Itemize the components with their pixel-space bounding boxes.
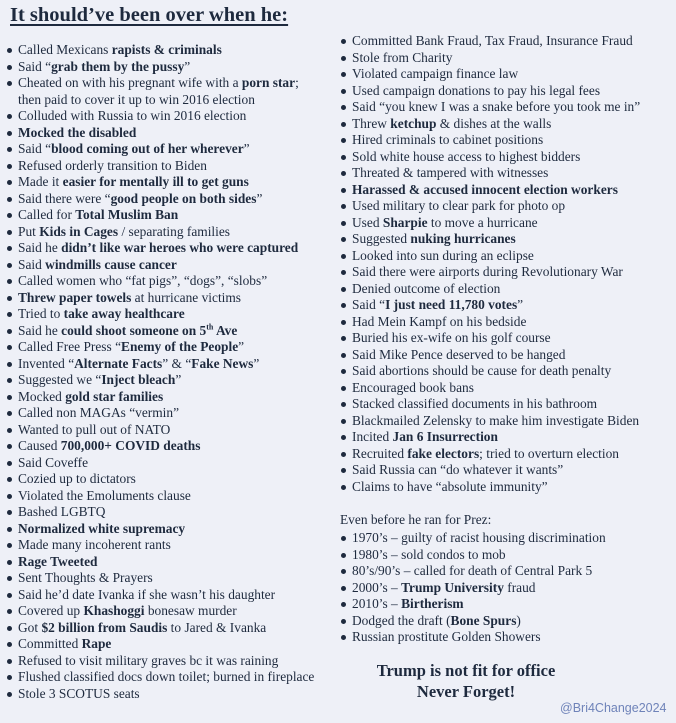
list-item-text: ” bbox=[243, 141, 250, 156]
list-item bbox=[6, 339, 342, 356]
list-item-text: Put bbox=[18, 223, 40, 239]
list-item bbox=[6, 455, 342, 472]
list-item-text: take away healthcare bbox=[63, 306, 185, 321]
list-item-text: Suggested bbox=[352, 231, 411, 246]
list-item bbox=[340, 198, 670, 215]
list-item-text: Encouraged book bans bbox=[352, 379, 474, 395]
list-item-text: ” bbox=[256, 190, 263, 206]
list-item bbox=[340, 83, 670, 100]
list-item-text: Looked into sun during an eclipse bbox=[352, 247, 534, 263]
list-item-text: Said “ bbox=[18, 58, 52, 74]
list-item-text: Jan 6 Insurrection bbox=[392, 429, 498, 444]
list-item bbox=[6, 653, 342, 670]
list-item bbox=[6, 504, 342, 521]
list-item-text: didn’t like war heroes who were captured bbox=[61, 240, 299, 255]
list-item-text: ” bbox=[517, 297, 524, 312]
list-item-text: th bbox=[206, 322, 214, 332]
list-item-text: / separating families bbox=[118, 223, 231, 239]
list-item bbox=[340, 396, 670, 413]
list-item-text: Denied outcome of election bbox=[352, 280, 501, 296]
list-item-text: could shoot someone on 5 bbox=[61, 322, 207, 338]
list-item bbox=[6, 405, 342, 422]
list-item bbox=[340, 33, 670, 50]
list-item-text: Caused bbox=[18, 438, 61, 453]
list-item bbox=[6, 554, 342, 571]
list-item-text: to move a hurricane bbox=[427, 214, 538, 230]
list-item bbox=[6, 42, 342, 59]
list-item bbox=[6, 438, 342, 455]
list-item-continuation bbox=[6, 92, 342, 109]
list-item-text: Alternate Facts bbox=[74, 355, 163, 371]
list-item-text: porn star bbox=[241, 75, 296, 90]
list-item-text: Cozied up to dictators bbox=[18, 471, 136, 486]
list-item bbox=[6, 290, 342, 307]
list-item bbox=[6, 323, 342, 340]
list-item-text: at hurricane victims bbox=[131, 289, 242, 305]
list-item bbox=[340, 429, 670, 446]
list-item-text: Violated campaign finance law bbox=[352, 66, 519, 81]
list-item bbox=[340, 314, 670, 331]
list-item bbox=[340, 297, 670, 314]
list-item-text: Violated the Emoluments clause bbox=[18, 487, 191, 503]
list-item-text: Recruited bbox=[352, 445, 408, 461]
list-item-text: Stole from Charity bbox=[352, 49, 453, 65]
list-item-text: Said bbox=[18, 256, 46, 272]
list-item-text: bonesaw murder bbox=[144, 603, 237, 618]
list-item-text: & dishes at the walls bbox=[436, 115, 552, 131]
list-item-text: Birtherism bbox=[401, 596, 464, 611]
list-item bbox=[340, 462, 670, 479]
list-item-text: Wanted to pull out of NATO bbox=[18, 421, 171, 437]
before-prez-list bbox=[340, 530, 670, 646]
list-item-text: Khashoggi bbox=[83, 603, 145, 618]
list-item bbox=[6, 191, 342, 208]
list-item bbox=[6, 488, 342, 505]
right-column-list bbox=[340, 33, 670, 495]
list-item bbox=[340, 446, 670, 463]
list-item-text: Refused orderly transition to Biden bbox=[18, 157, 207, 173]
list-item-text: Said there were airports during Revolutionary War bbox=[352, 264, 623, 279]
list-item bbox=[340, 215, 670, 232]
list-item-text: Called Free Press “ bbox=[18, 339, 122, 354]
list-item-text: gold star families bbox=[65, 388, 164, 404]
list-item-text: Said Russia can “do whatever it wants” bbox=[352, 462, 564, 477]
list-item bbox=[6, 174, 342, 191]
list-item bbox=[6, 257, 342, 274]
list-item bbox=[340, 149, 670, 166]
list-item bbox=[6, 686, 342, 703]
list-item-text: Said abortions should be cause for death penalty bbox=[352, 363, 612, 378]
list-item-text: nuking hurricanes bbox=[410, 231, 516, 246]
list-item-text: Stole 3 SCOTUS seats bbox=[18, 685, 140, 701]
list-item-text: Suggested we “ bbox=[18, 372, 102, 387]
list-item bbox=[340, 116, 670, 133]
list-item-text: Fake News bbox=[191, 355, 254, 371]
list-item-text: $2 billion from Saudis bbox=[41, 619, 168, 635]
list-item bbox=[340, 613, 670, 630]
list-item-text: 700,000+ COVID deaths bbox=[60, 438, 201, 453]
list-item bbox=[340, 50, 670, 67]
list-item-text: Stacked classified documents in his bathroom bbox=[352, 396, 598, 411]
list-item-text: Cheated on with his pregnant wife with a bbox=[18, 75, 242, 90]
list-item-text: fraud bbox=[503, 579, 536, 595]
list-item-text: Harassed & accused innocent election workers bbox=[352, 181, 618, 197]
list-item-text: blood coming out of her wherever bbox=[51, 141, 244, 156]
list-item-text: 80’s/90’s – called for death of Central Park 5 bbox=[352, 563, 593, 578]
list-item-text: Said he bbox=[18, 322, 62, 338]
list-item-text: fake electors bbox=[407, 445, 480, 461]
list-item-text: Claims to have “absolute immunity” bbox=[352, 478, 548, 494]
list-item-text: Hired criminals to cabinet positions bbox=[352, 132, 544, 147]
list-item bbox=[340, 264, 670, 281]
list-item bbox=[6, 158, 342, 175]
list-item-text: 2010’s – bbox=[352, 596, 402, 611]
list-item-text: Got bbox=[18, 619, 42, 635]
list-item-text: Blackmailed Zelensky to make him investigate Biden bbox=[352, 412, 640, 428]
list-item-text: Called women who “fat pigs”, “dogs”, “slobs” bbox=[18, 273, 268, 288]
list-item-text: Said “ bbox=[18, 141, 52, 156]
list-item-text: Sent Thoughts & Prayers bbox=[18, 570, 153, 585]
list-item bbox=[340, 165, 670, 182]
left-column-list bbox=[6, 42, 342, 702]
list-item bbox=[6, 521, 342, 538]
list-item-text: Russian prostitute Golden Showers bbox=[352, 629, 541, 644]
list-item-text: ) bbox=[516, 612, 521, 628]
list-item-text: Had Mein Kampf on his bedside bbox=[352, 313, 527, 329]
list-item-text: good people on both sides bbox=[110, 190, 257, 206]
list-item-text: Bone Spurs bbox=[450, 612, 517, 628]
list-item bbox=[6, 570, 342, 587]
list-item bbox=[6, 207, 342, 224]
list-item bbox=[340, 380, 670, 397]
list-item bbox=[6, 306, 342, 323]
list-item-text: Said he bbox=[18, 240, 62, 255]
list-item-text: Rape bbox=[81, 636, 112, 651]
list-item bbox=[6, 356, 342, 373]
list-item-text: Buried his ex-wife on his golf course bbox=[352, 330, 551, 345]
list-item bbox=[340, 530, 670, 547]
list-item bbox=[340, 363, 670, 380]
list-item-text: ” bbox=[184, 58, 191, 74]
list-item-text: Committed bbox=[18, 636, 82, 651]
list-item-text: grab them by the pussy bbox=[51, 58, 185, 74]
list-item bbox=[6, 471, 342, 488]
list-item-text: windmills cause cancer bbox=[45, 256, 177, 272]
list-item-text: Total Muslim Ban bbox=[75, 207, 179, 222]
list-item bbox=[340, 330, 670, 347]
list-item-text: Incited bbox=[352, 429, 393, 444]
list-item-text: Committed Bank Fraud, Tax Fraud, Insurance Fraud bbox=[352, 33, 633, 48]
list-item-text: Used campaign donations to pay his legal fees bbox=[352, 82, 601, 98]
list-item-text: Used bbox=[352, 214, 383, 230]
list-item bbox=[340, 563, 670, 580]
list-item-text: Enemy of the People bbox=[121, 339, 239, 354]
list-item-text: ; tried to overturn election bbox=[479, 445, 619, 461]
list-item-text: Said Mike Pence deserved to be hanged bbox=[352, 346, 566, 362]
before-prez-heading: Even before he ran for Prez: bbox=[340, 512, 492, 527]
list-item bbox=[340, 347, 670, 364]
list-item-text: Called for bbox=[18, 207, 76, 222]
list-item-text: Threw paper towels bbox=[18, 289, 132, 305]
list-item-text: ketchup bbox=[390, 115, 437, 131]
list-item-text: Inject bleach bbox=[101, 372, 176, 387]
list-item-text: rapists & criminals bbox=[111, 42, 222, 57]
list-item-text: Said he’d date Ivanka if she wasn’t his daughter bbox=[18, 586, 276, 602]
list-item bbox=[6, 620, 342, 637]
list-item bbox=[340, 629, 670, 646]
list-item-text: Colluded with Russia to win 2016 election bbox=[18, 108, 247, 123]
list-item bbox=[6, 587, 342, 604]
list-item-text: 2000’s – bbox=[352, 579, 402, 595]
list-item-text: Made many incoherent rants bbox=[18, 537, 171, 552]
list-item-text: I just need 11,780 votes bbox=[385, 297, 518, 312]
closing-statement bbox=[340, 660, 592, 702]
list-item-text: Sold white house access to highest bidders bbox=[352, 148, 581, 164]
closing-line-1: Trump is not fit for office bbox=[376, 661, 556, 680]
list-item-text: Ave bbox=[213, 322, 238, 338]
list-item-text: Said Coveffe bbox=[18, 454, 89, 470]
list-item bbox=[6, 603, 342, 620]
list-item-text: Called non MAGAs “vermin” bbox=[18, 405, 180, 420]
list-item-text: Said “ bbox=[352, 297, 386, 312]
list-item bbox=[340, 547, 670, 564]
list-item bbox=[340, 596, 670, 613]
list-item bbox=[340, 580, 670, 597]
list-item bbox=[6, 537, 342, 554]
list-item-text: Kids in Cages bbox=[39, 223, 119, 239]
list-item bbox=[6, 141, 342, 158]
author-handle: @Bri4Change2024 bbox=[560, 701, 667, 715]
list-item-text: Said “you knew I was a snake before you took me in” bbox=[352, 99, 641, 114]
list-item-text: Flushed classified docs down toilet; burned in fireplace bbox=[18, 669, 315, 684]
list-item-text: Threw bbox=[352, 115, 391, 131]
list-item bbox=[6, 372, 342, 389]
list-item bbox=[6, 125, 342, 142]
list-item-text: Covered up bbox=[18, 603, 84, 618]
list-item bbox=[6, 422, 342, 439]
list-item bbox=[6, 224, 342, 241]
list-item-text: ; bbox=[295, 75, 299, 90]
list-item-text: Invented “ bbox=[18, 355, 75, 371]
list-item bbox=[340, 281, 670, 298]
closing-line-2: Never Forget! bbox=[416, 682, 516, 701]
list-item-text: Made it bbox=[18, 174, 63, 189]
list-item bbox=[6, 59, 342, 76]
list-item bbox=[340, 231, 670, 248]
list-item-text: then paid to cover it up to win 2016 election bbox=[18, 91, 255, 107]
list-item-text: Refused to visit military graves bc it was raining bbox=[18, 652, 279, 668]
list-item bbox=[340, 248, 670, 265]
list-item-text: ” bbox=[175, 372, 182, 387]
list-item bbox=[6, 389, 342, 406]
list-item-text: ” & “ bbox=[162, 355, 192, 371]
list-item bbox=[6, 108, 342, 125]
list-item-text: Trump University bbox=[401, 579, 504, 595]
list-item-text: Rage Tweeted bbox=[18, 553, 98, 569]
page-title: It should’ve been over when he: bbox=[10, 4, 289, 26]
list-item-text: Said there were “ bbox=[18, 190, 111, 206]
list-item-text: to Jared & Ivanka bbox=[167, 619, 267, 635]
list-item-text: Used military to clear park for photo op bbox=[352, 198, 566, 213]
list-item-text: Mocked the disabled bbox=[18, 124, 137, 140]
list-item-text: Sharpie bbox=[382, 214, 428, 230]
list-item bbox=[340, 132, 670, 149]
list-item bbox=[6, 273, 342, 290]
list-item bbox=[340, 413, 670, 430]
list-item bbox=[6, 669, 342, 686]
list-item bbox=[6, 240, 342, 257]
list-item-text: Tried to bbox=[18, 306, 64, 321]
list-item bbox=[340, 99, 670, 116]
list-item-text: Normalized white supremacy bbox=[18, 520, 186, 536]
list-item-text: Called Mexicans bbox=[18, 42, 112, 57]
list-item bbox=[340, 66, 670, 83]
list-item-text: ” bbox=[238, 339, 245, 354]
list-item-text: 1970’s – guilty of racist housing discrimination bbox=[352, 530, 606, 545]
list-item-text: ” bbox=[253, 355, 260, 371]
list-item-text: Threated & tampered with witnesses bbox=[352, 165, 549, 180]
list-item-text: Dodged the draft ( bbox=[352, 612, 451, 628]
list-item bbox=[6, 636, 342, 653]
list-item bbox=[340, 479, 670, 496]
list-item-text: Mocked bbox=[18, 388, 66, 404]
list-item-text: 1980’s – sold condos to mob bbox=[352, 546, 506, 562]
list-item bbox=[340, 182, 670, 199]
list-item-text: easier for mentally ill to get guns bbox=[62, 174, 249, 189]
list-item bbox=[6, 75, 342, 92]
list-item-text: Bashed LGBTQ bbox=[18, 504, 106, 519]
